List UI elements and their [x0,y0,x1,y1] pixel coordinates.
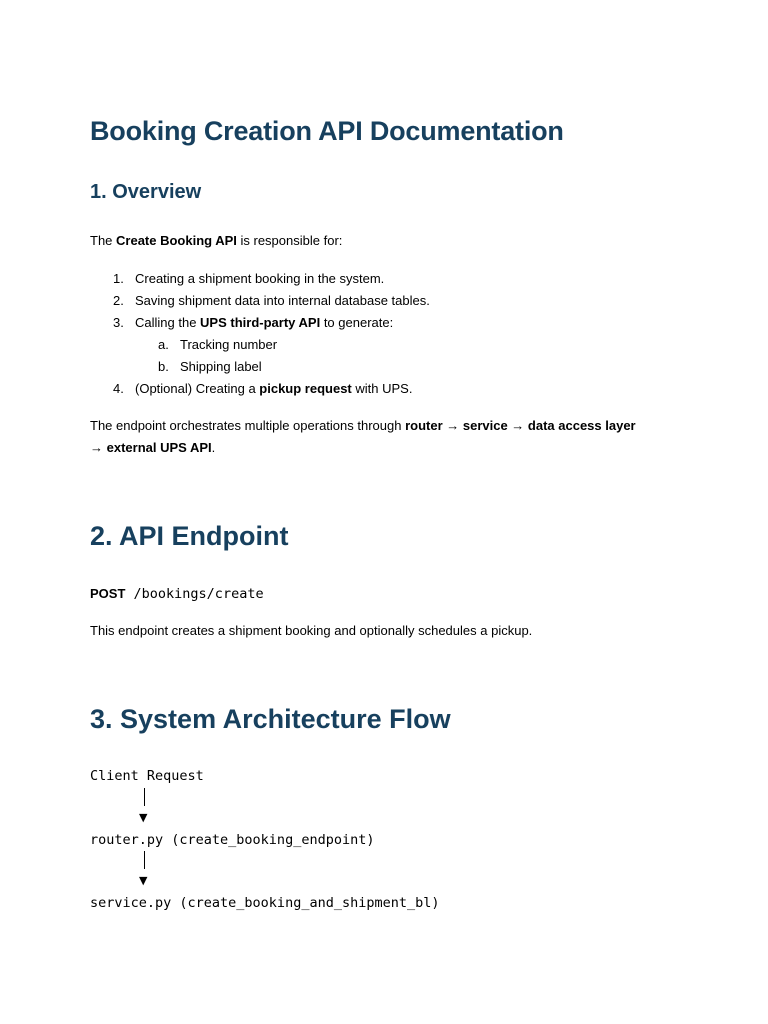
architecture-heading: 3. System Architecture Flow [90,704,451,734]
flow-connector-line [144,788,145,806]
list-item: 2. Saving shipment data into internal database tables. [113,293,430,308]
http-method: POST [90,586,126,601]
endpoint-description: This endpoint creates a shipment booking and optionally schedules a pickup. [90,623,533,638]
flow-step-router: router.py (create_booking_endpoint) [90,832,375,848]
down-arrow-icon: ▼ [139,811,148,824]
create-booking-api-term: Create Booking API [116,233,237,248]
flow-step-service: service.py (create_booking_and_shipment_bl) [90,895,440,911]
api-endpoint-heading: 2. API Endpoint [90,521,289,551]
endpoint-path: /bookings/create [125,586,264,602]
sub-list-item: b. Shipping label [158,359,262,374]
document-title: Booking Creation API Documentation [90,116,564,146]
sub-list-item: a. Tracking number [158,337,278,352]
endpoint-line [90,583,264,605]
list-item: 1. Creating a shipment booking in the system. [113,271,385,286]
overview-intro: The Create Booking API is responsible for: [90,233,343,248]
overview-heading: 1. Overview [90,181,202,203]
orchestration-paragraph: The endpoint orchestrates multiple operations through router → service → data access layer → external UPS API. [90,418,636,455]
list-item: 4. (Optional) Creating a pickup request with UPS. [113,381,413,396]
flow-connector-line [144,851,145,869]
down-arrow-icon: ▼ [139,874,148,887]
flow-step-client-request: Client Request [90,768,204,784]
list-item: 3. Calling the UPS third-party API to generate: [113,315,394,330]
